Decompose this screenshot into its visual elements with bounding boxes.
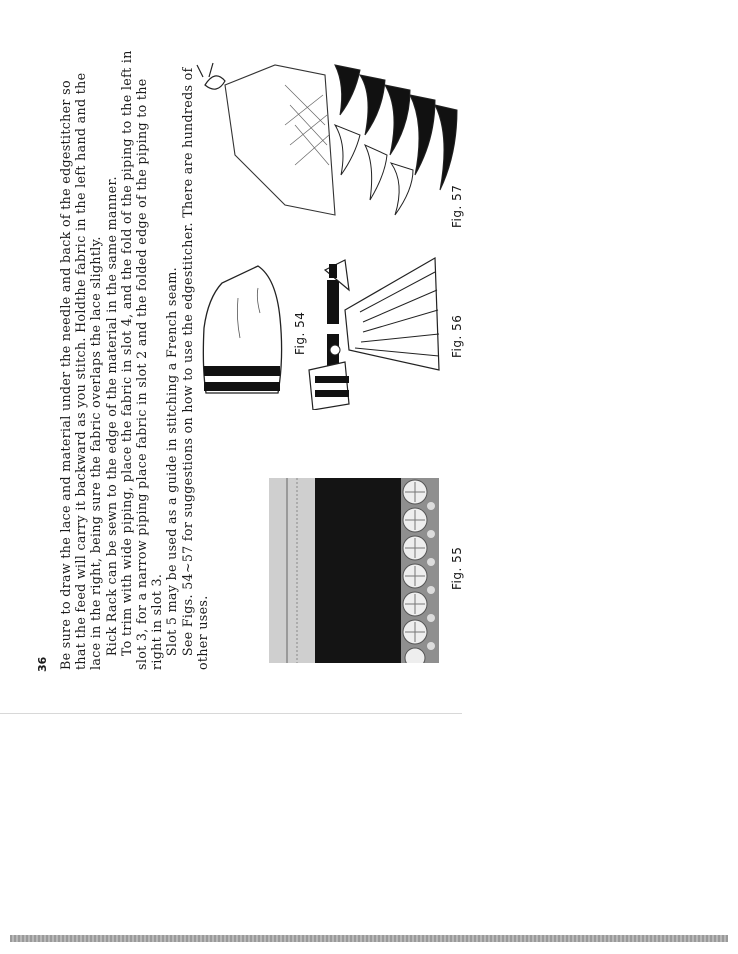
paragraph-piping: To trim with wide piping, place the fabric in slot 4, and the fold of the piping to the left in slot 3, for a narrow piping place fabric in slot 2 and the folded edge of the piping to the right in slot 3. [118,50,165,670]
fig-55-photo [269,478,439,663]
fig-57-illustration [195,55,460,225]
paragraph-rick-rack: Rick Rack can be sewn to the edge of the material in the same manner. [103,176,119,657]
divider-line [0,713,462,714]
body-text [58,50,210,670]
fig-54-caption: Fig. 54 [293,311,307,355]
paragraph-french-seam: Slot 5 may be used as a guide in stitching a French seam. [164,266,180,657]
fig-57-caption: Fig. 57 [450,184,464,228]
fig-56-caption: Fig. 56 [450,314,464,358]
fig-54-illustration [198,258,293,398]
fig-56-illustration [305,250,445,410]
paragraph-suggestions: See Figs. 54~57 for suggestions on how to use the edgestitcher. There are hundreds of other uses. [179,67,210,670]
paragraph-lace: Be sure to draw the lace and material under the needle and back of the edgestitcher so that the feed will carry it backward as you stitch. Holdthe fabric in the left hand and the lace in the right, being sure the fabric overlaps the lace slightly. [58,72,104,670]
fig-55-caption: Fig. 55 [450,546,464,590]
page-number: 36 [36,656,49,672]
scan-edge-bar [10,935,728,942]
